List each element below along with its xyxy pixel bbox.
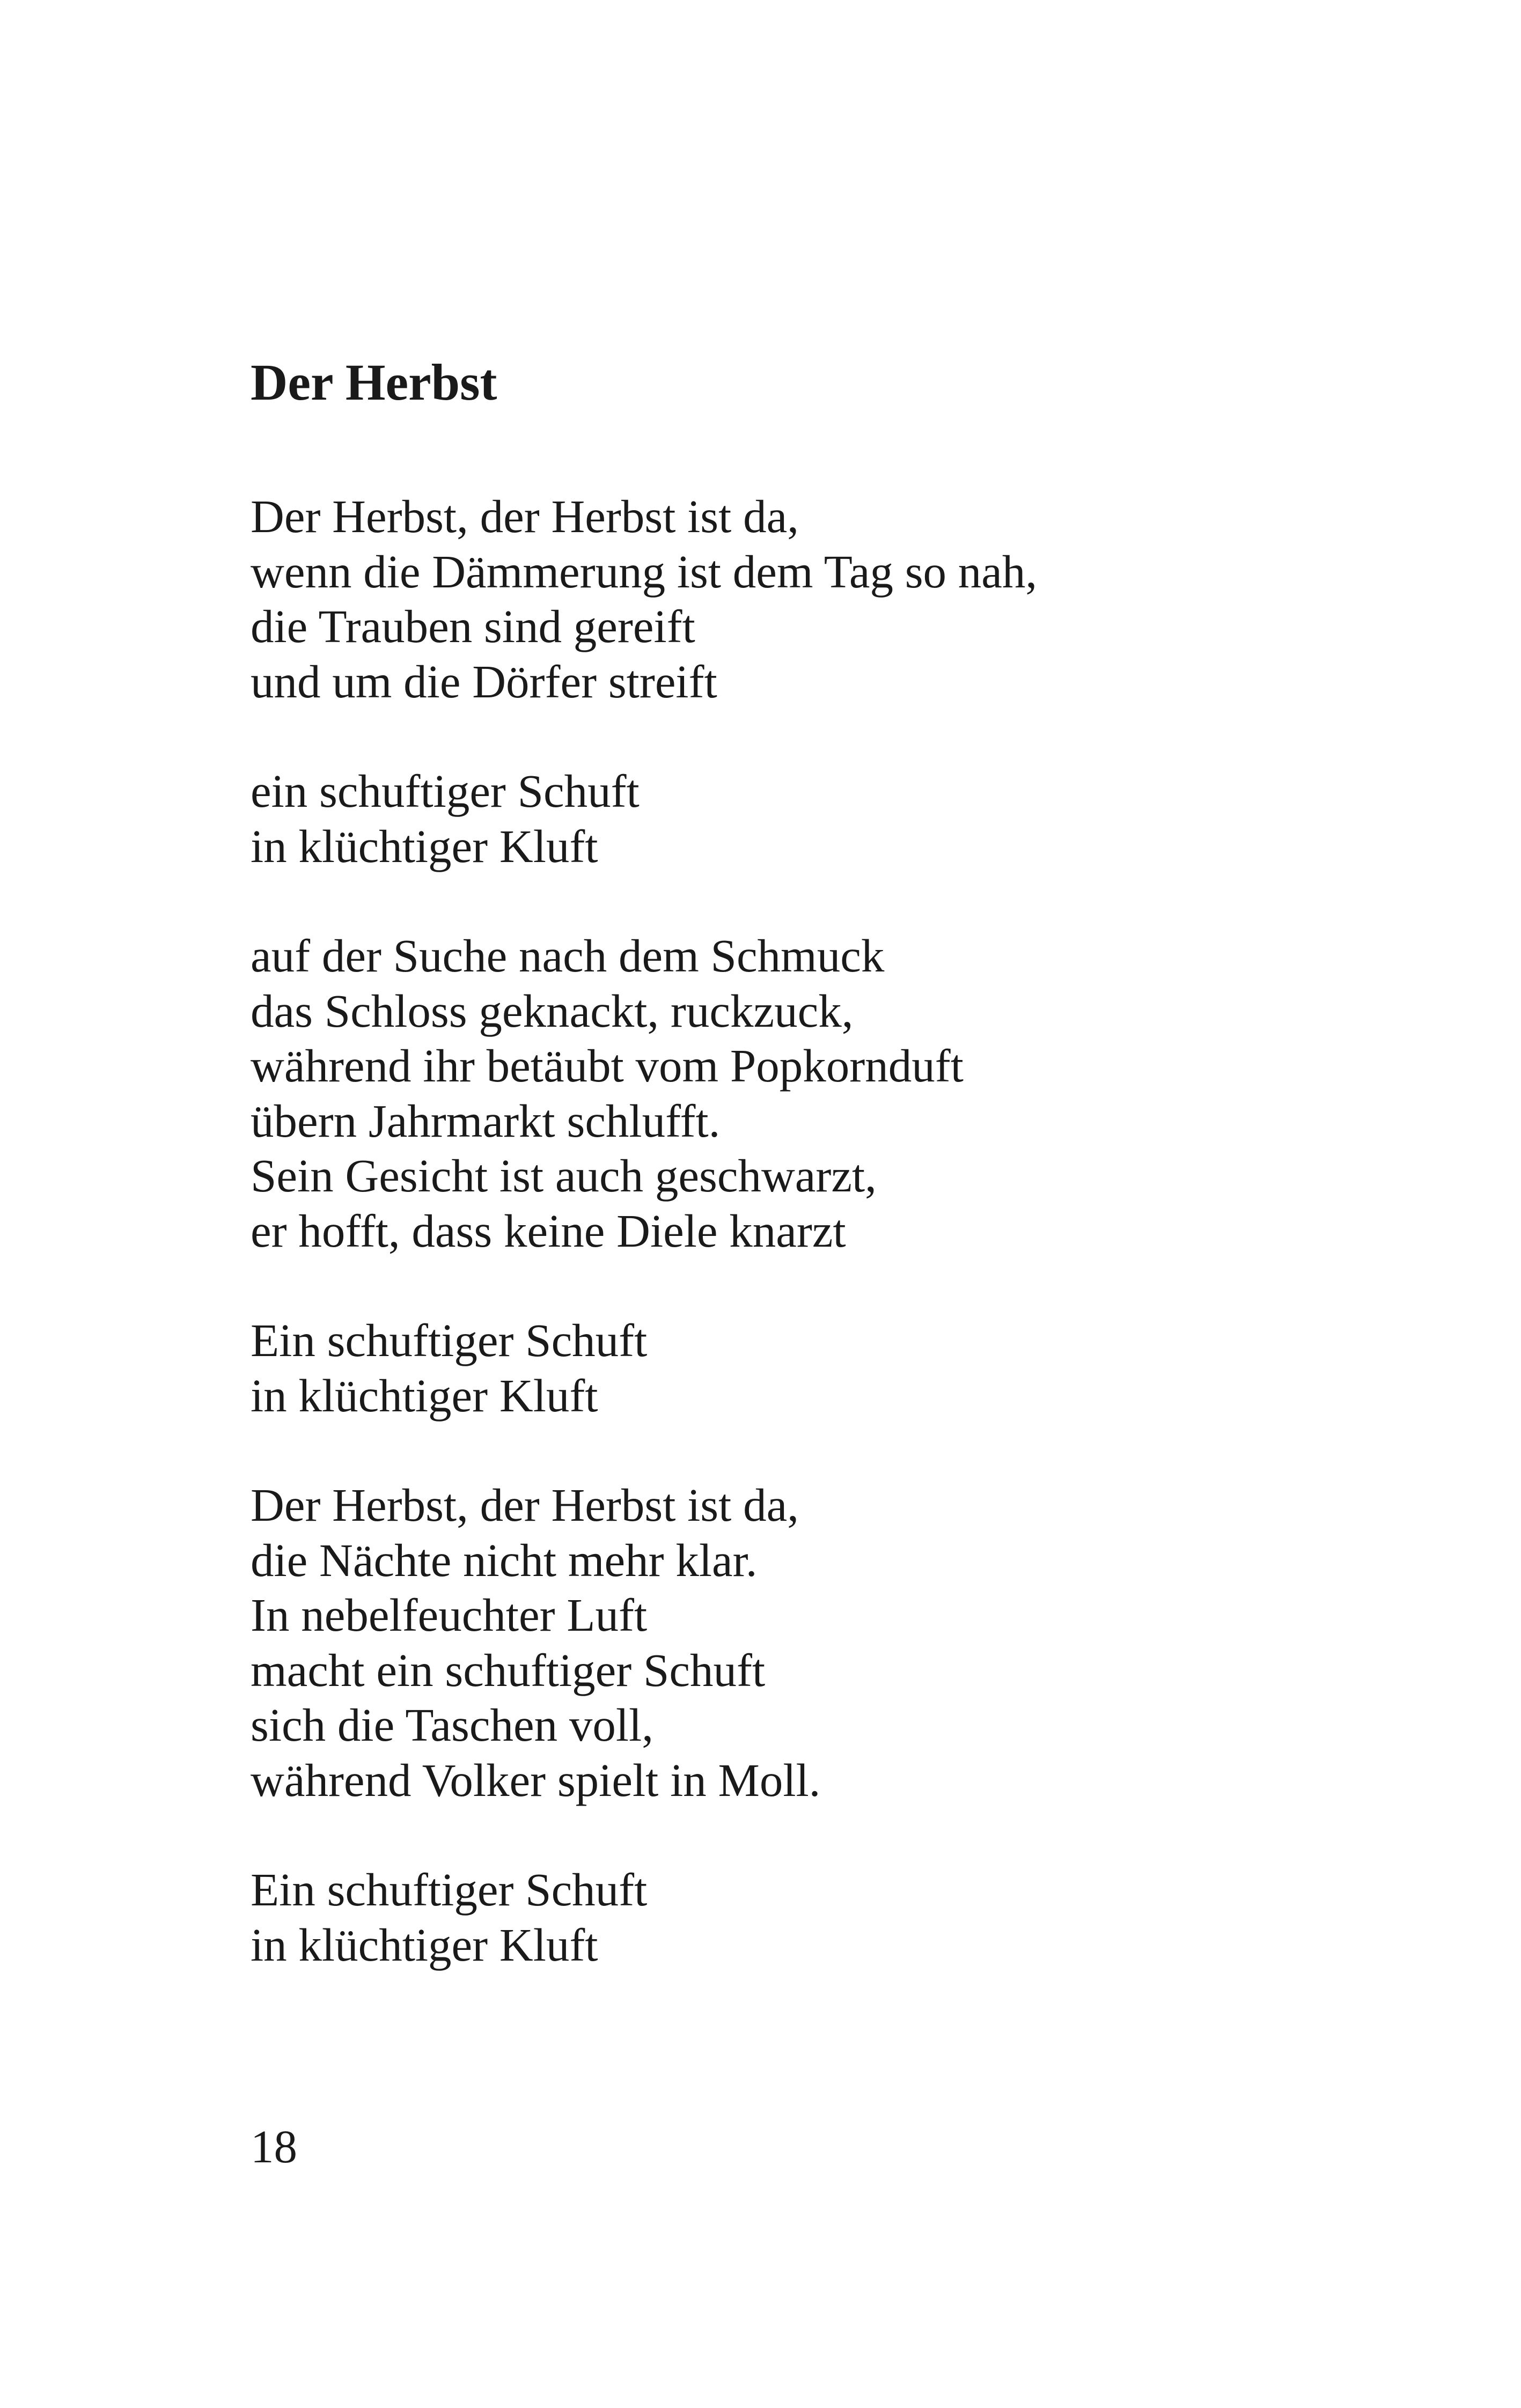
poem-line: macht ein schuftiger Schuft	[251, 1644, 766, 1696]
stanza-5	[251, 1478, 1431, 1808]
poem-line: In nebelfeuchter Luft	[251, 1589, 648, 1641]
poem-line: in klüchtiger Kluft	[251, 820, 598, 872]
poem-line: ein schuftiger Schuft	[251, 765, 640, 817]
poem-line: Der Herbst, der Herbst ist da,	[251, 490, 799, 542]
stanza-6	[251, 1862, 1431, 1972]
poem-body	[251, 489, 1431, 2027]
poem-line: wenn die Dämmerung ist dem Tag so nah,	[251, 545, 1038, 598]
poem-line: übern Jahrmarkt schlufft.	[251, 1094, 721, 1147]
poem-line: Der Herbst, der Herbst ist da,	[251, 1479, 799, 1531]
stanza-4	[251, 1313, 1431, 1423]
poem-line: die Trauben sind gereift	[251, 600, 695, 652]
poem-line: auf der Suche nach dem Schmuck	[251, 930, 885, 982]
poem-line: das Schloss geknackt, ruckzuck,	[251, 984, 854, 1037]
poem-line: und um die Dörfer streift	[251, 655, 717, 708]
stanza-2	[251, 764, 1431, 874]
poem-line: Sein Gesicht ist auch geschwarzt,	[251, 1150, 877, 1202]
poem-line: in klüchtiger Kluft	[251, 1369, 598, 1422]
poem-title: Der Herbst	[251, 354, 497, 411]
poem-line: die Nächte nicht mehr klar.	[251, 1534, 758, 1586]
poem-line: während Volker spielt in Moll.	[251, 1754, 821, 1806]
stanza-1	[251, 489, 1431, 709]
poem-line: er hofft, dass keine Diele knarzt	[251, 1204, 846, 1257]
page-number: 18	[251, 2120, 297, 2173]
poem-line: Ein schuftiger Schuft	[251, 1864, 648, 1916]
poem-line: Ein schuftiger Schuft	[251, 1314, 648, 1366]
poem-line: in klüchtiger Kluft	[251, 1918, 598, 1971]
stanza-3	[251, 929, 1431, 1258]
poem-line: sich die Taschen voll,	[251, 1699, 653, 1751]
poem-line: während ihr betäubt vom Popkornduft	[251, 1040, 964, 1092]
